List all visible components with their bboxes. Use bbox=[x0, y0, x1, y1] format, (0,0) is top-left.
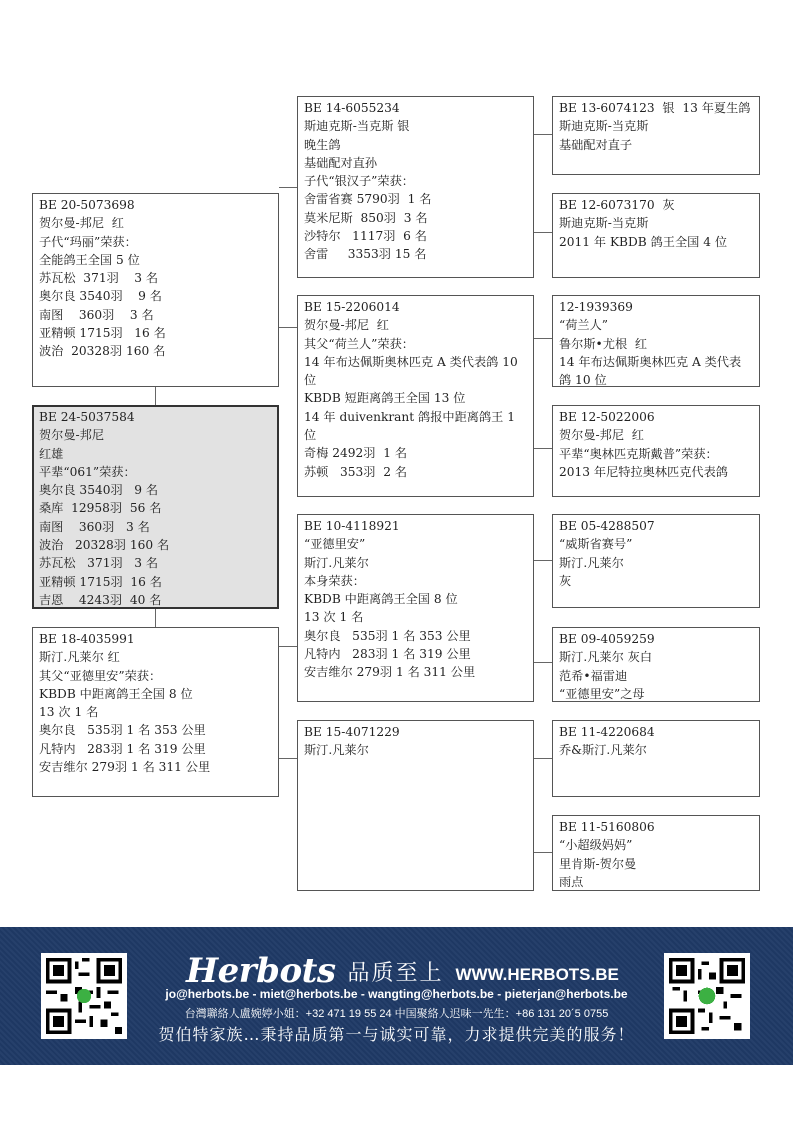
brand-row bbox=[186, 949, 619, 989]
connector-gg2 bbox=[534, 232, 552, 233]
pedigree-line: 贺尔曼-邦尼 红 bbox=[39, 216, 124, 231]
connector-sire-to-sire-dam bbox=[279, 327, 297, 328]
wechat-qr-code-icon bbox=[664, 953, 750, 1039]
pedigree-line: 奥尔良 535羽 1 名 353 公里 bbox=[304, 628, 471, 643]
pedigree-line: “威斯省赛号” bbox=[559, 537, 633, 552]
pedigree-line: 14 年 duivenkrant 鸽报中距离鸽王 1 位 bbox=[304, 409, 519, 443]
pedigree-line: 子代“玛丽”荣获： bbox=[39, 234, 137, 249]
pedigree-line: 安吉维尔 279羽 1 名 311 公里 bbox=[39, 760, 211, 775]
connector-gg1 bbox=[534, 134, 552, 135]
ggparent-card-1 bbox=[552, 96, 760, 175]
dam-sire-card bbox=[297, 514, 534, 702]
connector-sire-subject bbox=[155, 387, 156, 405]
pedigree-line: 平辈“奥林匹克斯戴普”荣获： bbox=[559, 446, 718, 461]
connector-gg4 bbox=[534, 448, 552, 449]
ring-number: BE 14-6055234 bbox=[304, 101, 400, 115]
pedigree-line: 13 次 1 名 bbox=[304, 610, 364, 625]
pedigree-line: 桑库 12958羽 56 名 bbox=[39, 501, 162, 516]
pedigree-line: 全能鸽王全国 5 位 bbox=[39, 252, 140, 267]
pedigree-line: “亚德里安”之母 bbox=[559, 686, 645, 701]
email-list[interactable]: jo@herbots.be - miet@herbots.be - wangting@herbots.be - pieterjan@herbots.be bbox=[165, 987, 628, 1001]
pedigree-line: 莫米尼斯 850羽 3 名 bbox=[304, 210, 428, 225]
pedigree-line: 波治 20328羽 160 名 bbox=[39, 538, 170, 553]
pedigree-line: 灰 bbox=[559, 573, 572, 588]
pedigree-line: 14 年布达佩斯奥林匹克 A 类代表鸽 10 位 bbox=[559, 354, 742, 387]
connector-gg5 bbox=[534, 560, 552, 561]
ggparent-card-2 bbox=[552, 193, 760, 278]
pedigree-line: 南图 360羽 3 名 bbox=[39, 519, 150, 534]
pedigree-line: KBDB 中距离鸽王全国 8 位 bbox=[39, 686, 193, 701]
pedigree-line: 本身荣获： bbox=[304, 573, 365, 588]
pedigree-line: 基础配对直子 bbox=[559, 137, 633, 152]
pedigree-line: KBDB 短距离鸽王全国 13 位 bbox=[304, 391, 466, 406]
ggparent-card-5 bbox=[552, 514, 760, 608]
pedigree-line: “荷兰人” bbox=[559, 318, 609, 333]
connector-gg6 bbox=[534, 662, 552, 663]
pedigree-line: 晚生鸽 bbox=[304, 137, 341, 152]
connector-gg8 bbox=[534, 852, 552, 853]
pedigree-line: 斯汀.凡莱尔 bbox=[559, 555, 624, 570]
pedigree-line: 乔&斯汀.凡莱尔 bbox=[559, 743, 647, 758]
pedigree-line: 基础配对直孙 bbox=[304, 155, 378, 170]
connector-gg7 bbox=[534, 758, 552, 759]
pedigree-line: 子代“银汉子”荣获： bbox=[304, 174, 414, 189]
pedigree-line: 波治 20328羽 160 名 bbox=[39, 344, 166, 359]
pedigree-line: 2013 年尼特拉奥林匹克代表鸽 bbox=[559, 464, 728, 479]
ggparent-card-7 bbox=[552, 720, 760, 797]
brand-slogan: 品质至上 bbox=[347, 961, 444, 986]
website-link[interactable]: WWW.HERBOTS.BE bbox=[455, 965, 619, 984]
pedigree-line: 2011 年 KBDB 鸽王全国 4 位 bbox=[559, 234, 728, 249]
ggparent-card-6 bbox=[552, 627, 760, 702]
sire-dam-card bbox=[297, 295, 534, 497]
ring-number: BE 24-5037584 bbox=[39, 410, 135, 424]
pedigree-line: 斯迪克斯-当克斯 bbox=[559, 119, 649, 134]
pedigree-line: 亚精顿 1715羽 16 名 bbox=[39, 326, 166, 341]
pedigree-line: 斯汀.凡莱尔 红 bbox=[39, 650, 120, 665]
ring-number: BE 18-4035991 bbox=[39, 632, 135, 646]
subject-card bbox=[32, 405, 279, 609]
pedigree-line: 贺尔曼-邦尼 红 bbox=[304, 318, 389, 333]
ring-number: BE 05-4288507 bbox=[559, 519, 655, 533]
connector-sire-to-sire-sire bbox=[279, 187, 297, 188]
pedigree-line: 凡特内 283羽 1 名 319 公里 bbox=[39, 741, 206, 756]
pedigree-line: “亚德里安” bbox=[304, 537, 366, 552]
pedigree-line: 鲁尔斯•尤根 红 bbox=[559, 336, 648, 351]
ring-number: BE 12-6073170 灰 bbox=[559, 198, 675, 212]
pedigree-line: 贺尔曼-邦尼 bbox=[39, 428, 105, 443]
dam-dam-card bbox=[297, 720, 534, 891]
contact-numbers: 台灣聯絡人盧婉婷小姐：+32 471 19 55 24 中国聚絡人迟味一先生：+86 131 20´5 0755 bbox=[184, 1008, 609, 1020]
ring-number: BE 15-4071229 bbox=[304, 725, 400, 739]
pedigree-line: 平辈“061”荣获： bbox=[39, 464, 136, 479]
pedigree-line: 舍雷 3353羽 15 名 bbox=[304, 247, 427, 262]
pedigree-line: 斯迪克斯-当克斯 bbox=[559, 216, 649, 231]
ring-number: BE 11-4220684 bbox=[559, 725, 655, 739]
pedigree-line: 贺尔曼-邦尼 红 bbox=[559, 428, 644, 443]
pedigree-line: 苏瓦松 371羽 3 名 bbox=[39, 271, 159, 286]
pedigree-line: 14 年布达佩斯奥林匹克 A 类代表鸽 10 位 bbox=[304, 354, 522, 388]
pedigree-line: 其父“荷兰人”荣获： bbox=[304, 336, 414, 351]
pedigree-line: 苏瓦松 371羽 3 名 bbox=[39, 556, 159, 571]
pedigree-line: 斯汀.凡莱尔 灰白 bbox=[559, 650, 653, 665]
footer-banner bbox=[0, 927, 793, 1065]
ring-number: BE 11-5160806 bbox=[559, 820, 655, 834]
ring-number: BE 12-5022006 bbox=[559, 410, 655, 424]
pedigree-line: 苏顿 353羽 2 名 bbox=[304, 464, 408, 479]
ring-number: BE 15-2206014 bbox=[304, 300, 400, 314]
pedigree-line: 安吉维尔 279羽 1 名 311 公里 bbox=[304, 665, 476, 680]
pedigree-line: 其父“亚德里安”荣获： bbox=[39, 668, 162, 683]
pedigree-line: 奥尔良 535羽 1 名 353 公里 bbox=[39, 723, 206, 738]
ring-number: BE 09-4059259 bbox=[559, 632, 655, 646]
brand-logo: Herbots bbox=[186, 951, 336, 991]
pedigree-line: 13 次 1 名 bbox=[39, 705, 99, 720]
pedigree-line: 奇梅 2492羽 1 名 bbox=[304, 446, 408, 461]
pedigree-line: 斯汀.凡莱尔 bbox=[304, 555, 369, 570]
ggparent-card-8 bbox=[552, 815, 760, 891]
connector-dam-to-dam-dam bbox=[279, 758, 297, 759]
ring-number: BE 10-4118921 bbox=[304, 519, 400, 533]
ring-number: BE 20-5073698 bbox=[39, 198, 135, 212]
connector-dam-to-dam-sire bbox=[279, 646, 297, 647]
pedigree-line: 斯迪克斯-当克斯 银 bbox=[304, 119, 410, 134]
pedigree-line: 舍雷省赛 5790羽 1 名 bbox=[304, 192, 432, 207]
pedigree-line: 雨点 bbox=[559, 874, 584, 889]
connector-subject-dam bbox=[155, 609, 156, 627]
pedigree-line: 沙特尔 1117羽 6 名 bbox=[304, 229, 427, 244]
pedigree-line: 亚精顿 1715羽 16 名 bbox=[39, 574, 162, 589]
dam-card bbox=[32, 627, 279, 797]
pedigree-line: 斯汀.凡莱尔 bbox=[304, 743, 369, 758]
sire-card bbox=[32, 193, 279, 387]
ring-number: 12-1939369 bbox=[559, 300, 633, 314]
pedigree-line: 奥尔良 3540羽 9 名 bbox=[39, 483, 159, 498]
pedigree-line: 红雄 bbox=[39, 446, 64, 461]
pedigree-line: 南图 360羽 3 名 bbox=[39, 307, 154, 322]
pedigree-line: 范希•福雷迪 bbox=[559, 668, 628, 683]
pedigree-line: KBDB 中距离鸽王全国 8 位 bbox=[304, 592, 458, 607]
ggparent-card-4 bbox=[552, 405, 760, 497]
pedigree-line: “小超级妈妈” bbox=[559, 838, 633, 853]
ring-number: BE 13-6074123 银 13 年夏生鸽 bbox=[559, 101, 751, 115]
pedigree-line: 凡特内 283羽 1 名 319 公里 bbox=[304, 647, 471, 662]
connector-gg3 bbox=[534, 338, 552, 339]
pedigree-line: 奥尔良 3540羽 9 名 bbox=[39, 289, 162, 304]
motto-text: 贺伯特家族…秉持品质第一与诚实可靠，力求提供完美的服务！ bbox=[158, 1025, 635, 1044]
sire-sire-card bbox=[297, 96, 534, 278]
pedigree-line: 里肯斯-贺尔曼 bbox=[559, 856, 637, 871]
pedigree-line: 吉恩 4243羽 40 名 bbox=[39, 592, 162, 607]
ggparent-card-3 bbox=[552, 295, 760, 387]
